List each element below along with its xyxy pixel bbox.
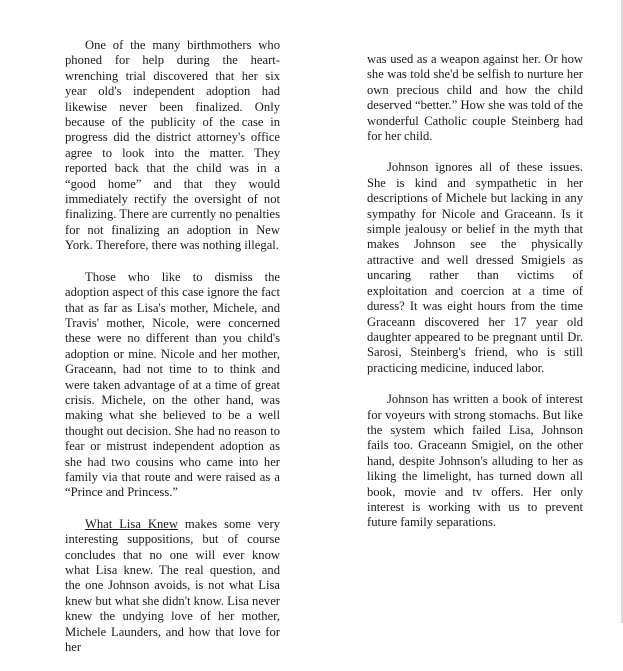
paragraph-johnson-ignores: Johnson ignores all of these issues. She is kind and sympathetic in her descriptions of Michele but lacking in any sympathy for Nicole and Graceann. Is it simple jealousy or belief in the myth that makes Johnson see the physically attractive and well dressed Smigiels as uncaring rather than victims of exploitation and coercion at a time of duress? It was eight hours from the time Graceann discovered her 17 year old daughter appeared to be pregnant until Dr. Sarosi, Steinberg's friend, who is still practicing medicine, induced labor. [367,160,583,375]
paragraph-birthmother-trial: One of the many birthmothers who phoned for help during the heart-wrenching trial discovered that her six year old's independent adoption had likewise never been finalized. Only because of the publicity of the case in progress did the district attorney's office agree to look into the matter. They reported back that the child was in a “good home” and that they would immediately rectify the oversight of not finalizing. There are currently no penalties for not finalizing an adoption in New York. Therefore, there was nothing illegal. [65,38,280,253]
right-column [367,52,583,547]
paragraph-what-lisa-knew-text: makes some very interesting suppositions, but of course concludes that no one will ever know what Lisa knew. The real question, and the one Johnson avoids, is not what Lisa knew but what she didn't know. Lisa never knew the undying love of her mother, Michele Launders, and how that love for her [65,516,280,655]
paragraph-what-lisa-knew [65,517,280,656]
paragraph-continuation: was used as a weapon against her. Or how she was told she'd be selfish to nurture her own precious child and how the child deserved “better.” How she was told of the wonderful Catholic couple Steinberg had for her child. [367,52,583,144]
paragraph-adoption-aspect: Those who like to dismiss the adoption aspect of this case ignore the fact that as far as Lisa's mother, Michele, and Travis' mother, Nicole, were concerned these were no different than you child's adoption or mine. Nicole and her mother, Graceann, had not time to to think and were taken advantage of at a time of great crisis. Michele, on the other hand, was making what she believed to be a well thought out decision. She had no reason to fear or mistrust independent adoption as she had two cousins who came into her family via that route and were raised as a “Prince and Princess.” [65,269,280,500]
left-column [65,38,280,671]
book-title-what-lisa-knew: What Lisa Knew [85,516,178,531]
paragraph-book-of-interest: Johnson has written a book of interest for voyeurs with strong stomachs. But like the system which failed Lisa, Johnson fails too. Graceann Smigiel, on the other hand, despite Johnson's alluding to her as liking the limelight, has turned down all book, movie and tv offers. Her only interest is working with us to prevent future family separations. [367,392,583,530]
